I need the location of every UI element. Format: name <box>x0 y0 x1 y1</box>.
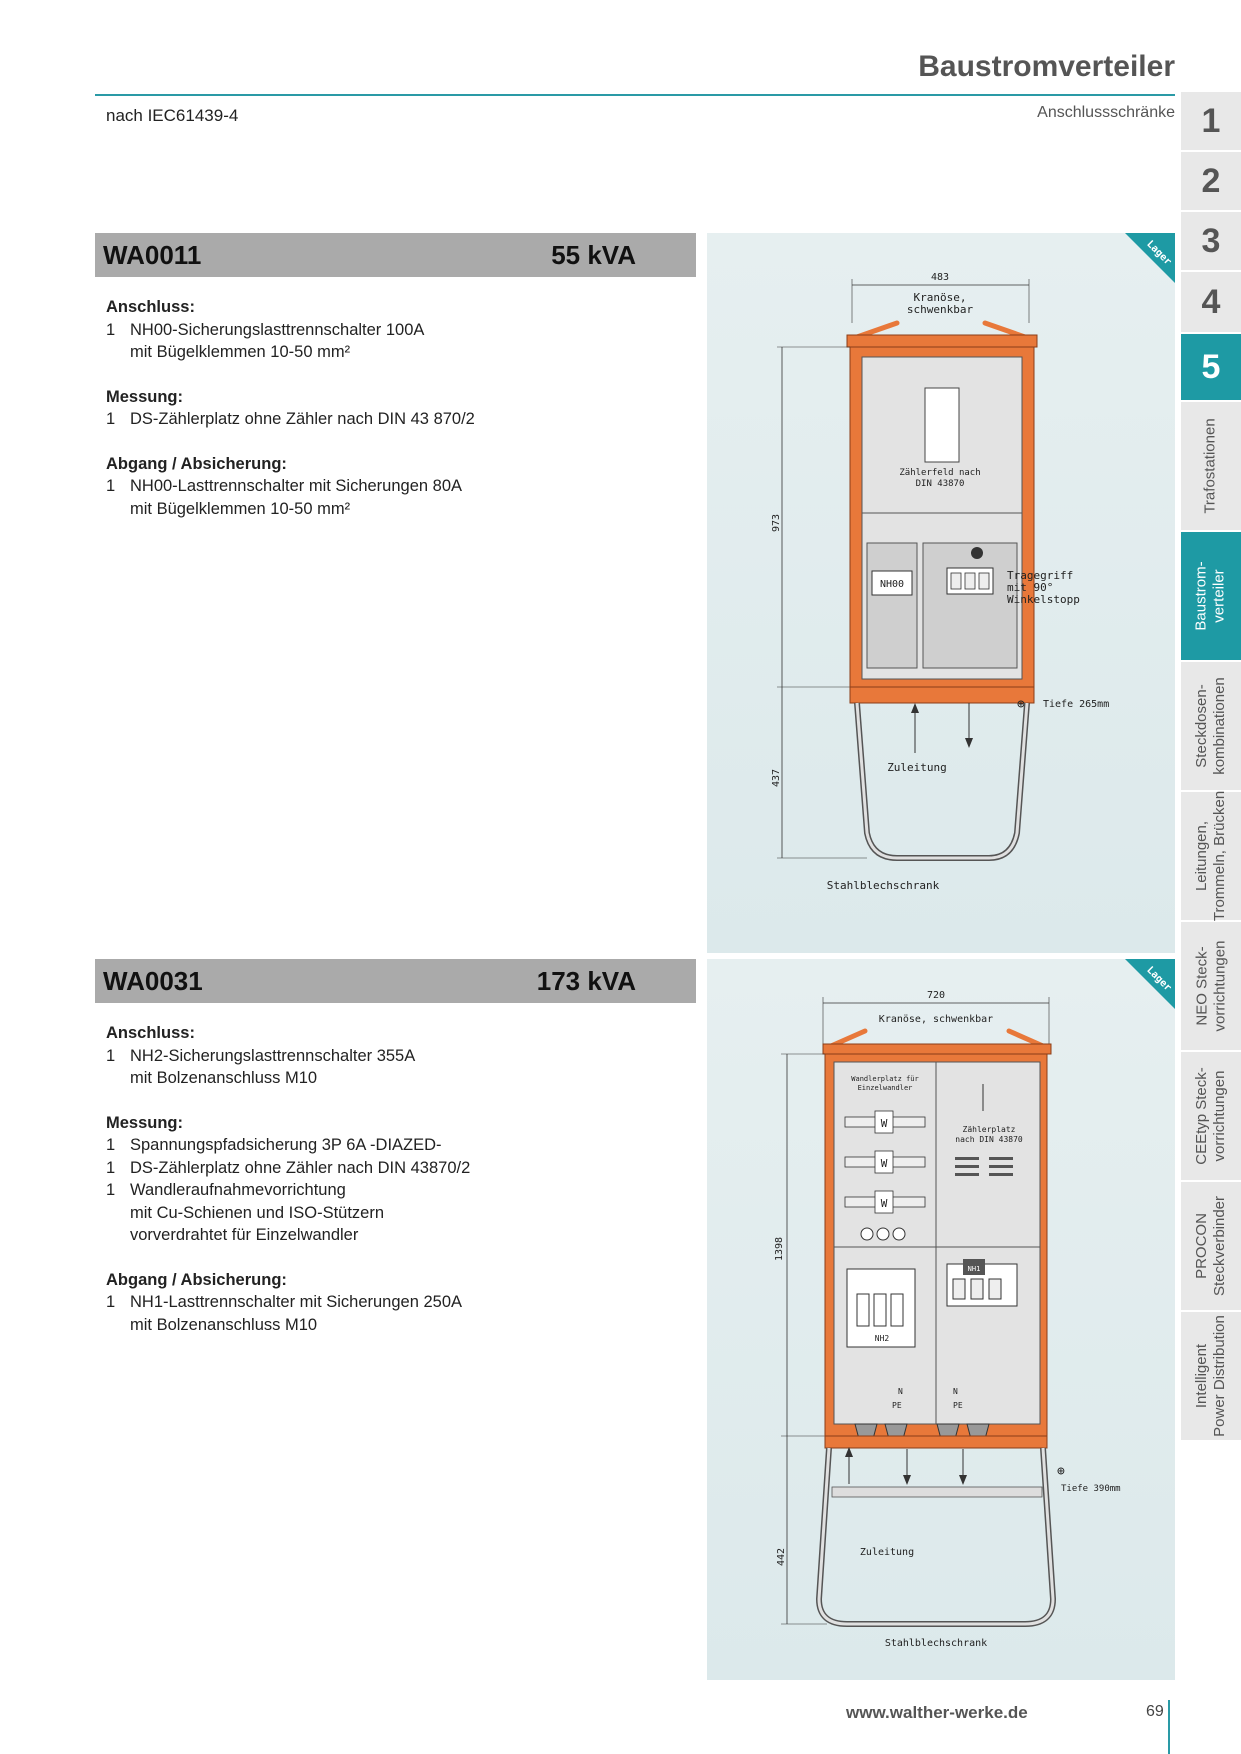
label-meter-field: Zählerplatz <box>962 1125 1016 1134</box>
product-drawing-wa0011 <box>707 233 1175 953</box>
tab-label: verteiler <box>1211 569 1228 623</box>
product-power: 173 kVA <box>536 966 636 996</box>
page-title: Baustromverteiler <box>918 50 1175 83</box>
tab-5[interactable]: 5 <box>1181 334 1241 402</box>
label-n: N <box>898 1387 903 1396</box>
label-nh00: NH00 <box>879 579 905 590</box>
spec-line: DS-Zählerplatz ohne Zähler nach DIN 43 870/2 <box>130 410 475 428</box>
tab-label: PROCON <box>1193 1213 1210 1279</box>
header-divider <box>95 94 1175 96</box>
spec-item <box>106 475 666 520</box>
label-feed: Zuleitung <box>887 761 947 774</box>
tab-procon[interactable] <box>1181 1182 1241 1312</box>
spec-line: mit Bolzenanschluss M10 <box>130 1315 318 1334</box>
label-transformer: Wandlerplatz für <box>851 1075 919 1083</box>
label-material: Stahlblechschrank <box>826 879 940 892</box>
label-transformer-2: Einzelwandler <box>857 1084 913 1092</box>
tab-steckdosenkombinationen[interactable] <box>1181 662 1241 792</box>
label-feed: Zuleitung <box>859 1547 915 1558</box>
width-dimension: 483 <box>930 272 950 283</box>
tab-ceetyp[interactable] <box>1181 1052 1241 1182</box>
label-meter-field-2: DIN 43870 <box>915 479 965 489</box>
height-dimension: 973 <box>771 513 782 533</box>
label-n: N <box>953 1387 958 1396</box>
spec-line: vorverdrahtet für Einzelwandler <box>130 1226 359 1244</box>
label-material: Stahlblechschrank <box>884 1638 988 1649</box>
spec-item <box>106 1134 666 1157</box>
label-w: W <box>880 1157 888 1170</box>
spec-item <box>106 1179 666 1247</box>
label-handle-3: Winkelstopp <box>1007 593 1080 606</box>
tab-label: Baustrom- <box>1193 561 1210 631</box>
product-spec-wa0011 <box>106 296 666 520</box>
product-code: WA0011 <box>103 240 202 270</box>
spec-line: Spannungspfadsicherung 3P 6A -DIAZED- <box>130 1136 442 1154</box>
spec-qty: 1 <box>106 410 116 428</box>
product-power: 55 kVA <box>551 240 636 270</box>
product-spec-wa0031 <box>106 1022 666 1336</box>
tab-leitungen[interactable] <box>1181 792 1241 922</box>
spec-qty: 1 <box>106 1181 116 1199</box>
product-header-wa0011 <box>95 233 696 277</box>
label-meter-field: Zählerfeld nach <box>899 468 981 478</box>
tab-label: kombinationen <box>1211 677 1229 775</box>
tab-3[interactable]: 3 <box>1181 212 1241 272</box>
label-handle-2: mit 90° <box>1007 581 1054 594</box>
spec-line: Wandleraufnahmevorrichtung <box>130 1181 346 1199</box>
section-title: Abgang / Absicherung: <box>106 454 287 473</box>
spec-line: mit Bügelklemmen 10-50 mm² <box>130 343 351 361</box>
tab-label: NEO Steck- <box>1193 946 1211 1026</box>
label-pe: PE <box>892 1401 902 1410</box>
width-dimension: 720 <box>926 990 946 1001</box>
spec-line: NH1-Lasttrennschalter mit Sicherungen 250A <box>130 1293 463 1311</box>
label-w: W <box>880 1197 888 1210</box>
height-dimension: 1398 <box>774 1236 785 1262</box>
section-title: Abgang / Absicherung: <box>106 1270 287 1289</box>
tab-neo[interactable] <box>1181 922 1241 1052</box>
tab-4[interactable]: 4 <box>1181 272 1241 334</box>
tab-label: Power Distribution <box>1211 1315 1228 1437</box>
section-title: Anschluss: <box>106 298 195 316</box>
spec-item <box>106 1291 666 1336</box>
product-header-wa0031 <box>95 959 696 1003</box>
spec-item <box>106 408 666 431</box>
tab-label: vorrichtungen <box>1211 940 1229 1032</box>
spec-line: NH00-Lasttrennschalter mit Sicherungen 80A <box>130 477 463 495</box>
section-title: Anschluss: <box>106 1024 195 1042</box>
label-nh1: NH1 <box>967 1265 981 1273</box>
label-depth: Tiefe 265mm <box>1043 699 1110 710</box>
ground-symbol: ⊕ <box>1017 697 1025 712</box>
label-depth: Tiefe 390mm <box>1061 1484 1121 1494</box>
tab-label: Intelligent <box>1193 1343 1210 1409</box>
standard-subtitle: nach IEC61439-4 <box>106 106 239 125</box>
section-title: Messung: <box>106 1113 184 1132</box>
product-drawing-wa0031 <box>707 959 1175 1680</box>
tab-label: Trafostationen <box>1202 418 1219 514</box>
ground-symbol: ⊕ <box>1057 1464 1065 1479</box>
label-handle: Tragegriff <box>1007 569 1074 582</box>
tab-2[interactable]: 2 <box>1181 152 1241 212</box>
label-crane-eye-2: schwenkbar <box>906 303 974 316</box>
label-crane-eye: Kranöse, <box>913 291 967 304</box>
spec-qty: 1 <box>106 477 116 495</box>
spec-item <box>106 319 666 364</box>
stock-badge-label: Lager <box>1144 964 1174 994</box>
tab-label: Steckdosen- <box>1193 684 1211 768</box>
section-title: Messung: <box>106 387 184 406</box>
tab-1[interactable]: 1 <box>1181 92 1241 152</box>
tab-label: Trommeln, Brücken <box>1211 790 1228 922</box>
label-meter-field-2: nach DIN 43870 <box>955 1135 1023 1144</box>
foot-dimension: 442 <box>776 1547 787 1567</box>
spec-line: mit Cu-Schienen und ISO-Stützern <box>130 1203 385 1222</box>
spec-qty: 1 <box>106 1046 116 1065</box>
tab-label: vorrichtungen <box>1211 1070 1228 1162</box>
spec-line: NH00-Sicherungslasttrennschalter 100A <box>130 320 425 339</box>
spec-line: mit Bolzenanschluss M10 <box>130 1069 318 1087</box>
spec-line: mit Bügelklemmen 10-50 mm² <box>130 499 351 518</box>
spec-line: DS-Zählerplatz ohne Zähler nach DIN 43870/2 <box>130 1158 471 1177</box>
spec-qty: 1 <box>106 1293 116 1311</box>
spec-item <box>106 1157 666 1180</box>
footer-divider <box>1168 1700 1170 1754</box>
label-w: W <box>880 1117 888 1130</box>
category-label: Anschlussschränke <box>1037 104 1175 121</box>
spec-qty: 1 <box>106 320 116 339</box>
label-crane-eye: Kranöse, schwenkbar <box>878 1014 994 1025</box>
product-code: WA0031 <box>103 966 203 996</box>
tab-intelligent-power[interactable] <box>1181 1312 1241 1442</box>
foot-dimension: 437 <box>771 768 782 788</box>
label-pe: PE <box>953 1401 963 1410</box>
tab-label: Steckverbinder <box>1211 1195 1228 1297</box>
tab-baustromverteiler[interactable] <box>1181 532 1241 662</box>
footer-website[interactable]: www.walther-werke.de <box>846 1703 1028 1722</box>
spec-qty: 1 <box>106 1158 116 1177</box>
page-number: 69 <box>1146 1703 1164 1720</box>
spec-item <box>106 1045 666 1090</box>
tab-trafostationen[interactable] <box>1181 402 1241 532</box>
spec-qty: 1 <box>106 1136 116 1154</box>
spec-line: NH2-Sicherungslasttrennschalter 355A <box>130 1046 416 1065</box>
label-nh2: NH2 <box>874 1334 890 1343</box>
tab-label: CEEtyp Steck- <box>1193 1067 1210 1165</box>
tab-label: Leitungen, <box>1193 820 1210 892</box>
stock-badge-label: Lager <box>1144 238 1174 268</box>
